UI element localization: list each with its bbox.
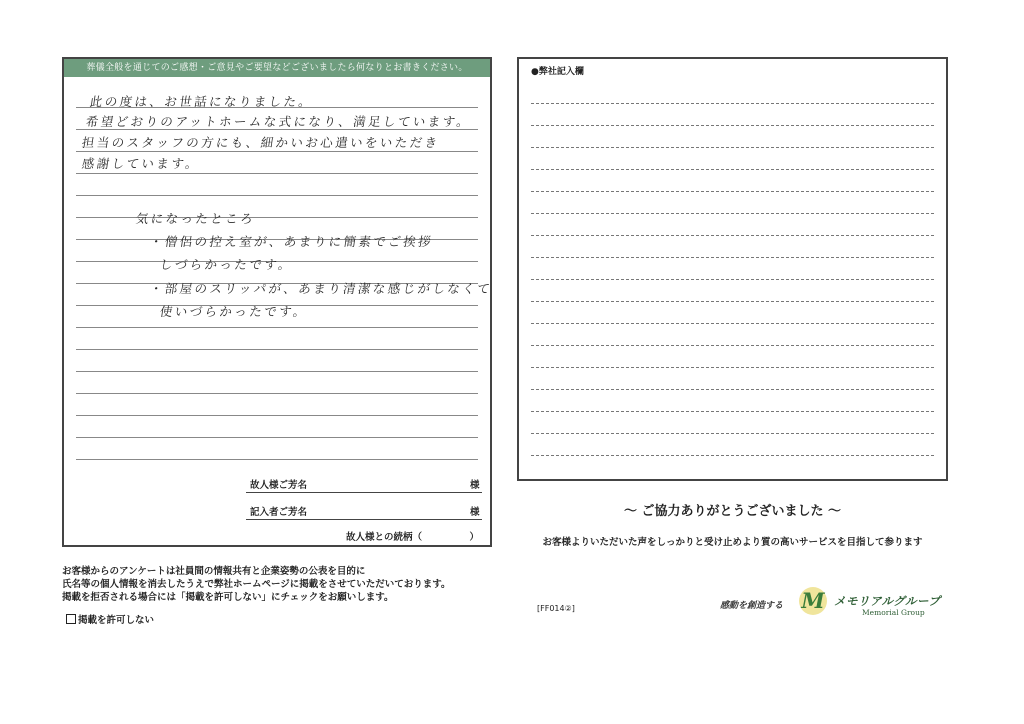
writing-line <box>531 235 934 236</box>
publish-opt-out[interactable] <box>66 612 154 626</box>
brand-slogan: 感動を創造する <box>720 601 784 611</box>
writing-line <box>531 147 934 148</box>
writing-line <box>76 195 478 196</box>
handwritten-line: 使いづらかったです。 <box>158 304 309 319</box>
writing-line <box>531 455 934 456</box>
writing-line <box>531 411 934 412</box>
writing-line <box>76 371 478 372</box>
handwritten-line: しづらかったです。 <box>158 257 295 272</box>
thanks-title: ～ ご協力ありがとうございました ～ <box>623 504 842 519</box>
deceased-name-field[interactable] <box>246 492 482 493</box>
writing-line <box>76 349 478 350</box>
staff-panel <box>517 57 948 481</box>
handwritten-line: 担当のスタッフの方にも、細かいお心遣いをいただき <box>80 135 441 150</box>
writing-line <box>531 213 934 214</box>
writing-line <box>76 393 478 394</box>
privacy-note-line-3: 掲載を拒否される場合には「掲載を許可しない」にチェックをお願いします。 <box>62 592 394 603</box>
handwritten-line: 気になったところ <box>134 211 257 226</box>
svg-text:M: M <box>801 588 825 613</box>
writing-line <box>531 279 934 280</box>
writing-line <box>531 191 934 192</box>
relation-field[interactable]: 故人様との続柄（ ） <box>346 532 480 543</box>
deceased-name-suffix: 様 <box>470 480 480 491</box>
writing-line <box>531 323 934 324</box>
writing-line <box>531 169 934 170</box>
writer-name-field[interactable] <box>246 519 482 520</box>
writing-line <box>76 173 478 174</box>
writer-name-label: 記入者ご芳名 <box>250 507 308 518</box>
brand-name-jp: メモリアルグループ <box>834 594 941 608</box>
memorial-group-logo <box>797 585 829 617</box>
writing-line <box>76 415 478 416</box>
staff-lines <box>531 59 934 479</box>
writing-line <box>76 151 478 152</box>
handwritten-line: 希望どおりのアットホームな式になり、満足しています。 <box>84 114 473 129</box>
staff-section-title: ●弊社記入欄 <box>531 67 584 77</box>
brand-name-en: Memorial Group <box>862 608 925 617</box>
privacy-note-line-2: 氏名等の個人情報を消去したうえで弊社ホームページに掲載をさせていただいております。 <box>62 579 451 590</box>
writing-line <box>531 125 934 126</box>
writing-line <box>531 433 934 434</box>
deceased-name-label: 故人様ご芳名 <box>250 480 308 491</box>
handwritten-line: 此の度は、お世話になりました。 <box>88 94 315 109</box>
handwritten-line: ・部屋のスリッパが、あまり清潔な感じがしなくて <box>148 281 494 296</box>
writing-line <box>76 437 478 438</box>
thanks-subtitle: お客様よりいただいた声をしっかりと受け止めより質の高いサービスを目指して参ります <box>542 537 923 548</box>
privacy-note-line-1: お客様からのアンケートは社員間の情報共有と企業姿勢の公表を目的に <box>62 566 366 577</box>
form-code: [FF014②] <box>537 604 575 613</box>
opt-out-checkbox[interactable] <box>66 614 76 624</box>
writing-line <box>76 459 478 460</box>
writing-line <box>76 327 478 328</box>
writing-line <box>531 301 934 302</box>
writing-line <box>531 257 934 258</box>
handwritten-line: ・僧侶の控え室が、あまりに簡素でご挨拶 <box>148 234 435 249</box>
writing-line <box>531 345 934 346</box>
feedback-header: 葬儀全般を通じてのご感想・ご意見やご要望などございましたら何なりとお書きください。 <box>64 59 490 77</box>
writer-name-suffix: 様 <box>470 507 480 518</box>
writing-line <box>531 103 934 104</box>
writing-line <box>531 389 934 390</box>
writing-line <box>531 367 934 368</box>
feedback-panel <box>62 57 492 547</box>
handwritten-line: 感謝しています。 <box>80 156 202 171</box>
opt-out-label: 掲載を許可しない <box>78 615 155 626</box>
